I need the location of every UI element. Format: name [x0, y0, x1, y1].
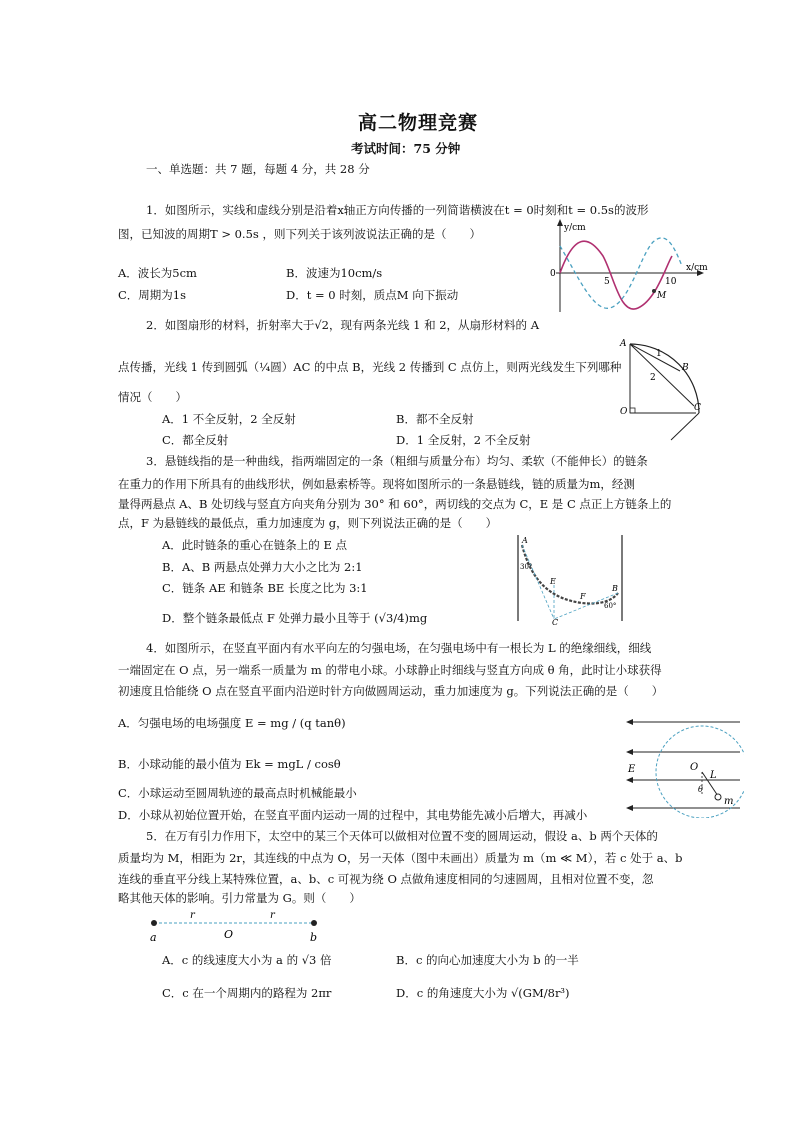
q2-stem-line2: 点传播，光线 1 传到圆弧（¼圆）AC 的中点 B，光线 2 传播到 C 点仿上，则两光线发生下列哪种 [118, 360, 622, 374]
q4-fig-label-o: O [690, 762, 699, 773]
q1-fig-xlabel: x/cm [686, 263, 708, 273]
q3-fig-label-b: B [612, 584, 618, 593]
q5-stem-line3: 连线的垂直平分线上某特殊位置，a、b、c 可视为绕 O 点做角速度相同的匀速圆周，且相对位置不变，忽 [118, 872, 654, 886]
q3-stem-line4: 点，F 为悬链线的最低点，重力加速度为 g，则下列说法正确的是（ ） [118, 516, 498, 530]
q3-fig-label-f: F [580, 592, 586, 601]
q1-stem-line2: 图，已知波的周期T > 0.5s ，则下列关于该列波说法正确的是（ ） [118, 227, 481, 241]
q3-fig-angle-a: 30° [520, 563, 533, 571]
q1-option-a[interactable]: A．波长为5cm [118, 266, 197, 280]
q3-option-a[interactable]: A．此时链条的重心在链条上的 E 点 [162, 538, 348, 552]
q2-fig-ray2: 2 [650, 373, 656, 383]
q3-fig-angle-b: 60° [604, 602, 617, 610]
q2-option-b[interactable]: B．都不全反射 [396, 412, 474, 426]
q2-option-a[interactable]: A．1 不全反射，2 全反射 [162, 412, 296, 426]
q2-fig-label-b: B [682, 363, 689, 373]
q4-fig-label-theta: θ [698, 785, 703, 794]
q3-option-b[interactable]: B．A、B 两悬点处弹力大小之比为 2:1 [162, 560, 363, 574]
q1-stem-line1: 1．如图所示，实线和虚线分别是沿着x轴正方向传播的一列简谐横波在t = 0时刻和t = 0.5s的波形 [146, 203, 649, 217]
q1-fig-tick5: 5 [604, 277, 610, 287]
q1-fig-origin: 0 [550, 269, 556, 279]
q5-fig-label-b: b [310, 931, 318, 944]
q4-fig-label-m: m [724, 796, 734, 807]
q5-fig-label-o: O [224, 928, 234, 941]
q4-stem-line2: 一端固定在 O 点，另一端系一质量为 m 的带电小球。小球静止时细线与竖直方向成 θ 角，此时让小球获得 [118, 663, 662, 677]
q3-fig-label-a: A [522, 536, 528, 545]
q2-fig-label-o: O [620, 407, 628, 417]
q3-catenary-figure [512, 533, 630, 625]
q4-stem-line1: 4．如图所示，在竖直平面内有水平向左的匀强电场，在匀强电场中有一根长为 L 的绝缘细线，细线 [146, 641, 652, 655]
q2-fig-label-a: A [620, 339, 627, 349]
q1-fig-point-m: M [657, 291, 667, 301]
q5-fig-r-right: r [270, 910, 275, 921]
q5-option-d[interactable]: D．c 的角速度大小为 √(GM/8r³) [396, 986, 570, 1000]
q4-fig-label-l: L [710, 770, 717, 781]
q1-wave-figure [548, 216, 710, 316]
q2-fig-label-c: C [694, 403, 701, 413]
q4-option-d[interactable]: D．小球从初始位置开始，在竖直平面内运动一周的过程中，其电势能先减小后增大，再减小 [118, 808, 588, 822]
q1-fig-ylabel: y/cm [564, 223, 586, 233]
q4-field-figure [624, 712, 744, 818]
q3-option-c[interactable]: C．链条 AE 和链条 BE 长度之比为 3:1 [162, 581, 368, 595]
q4-stem-line3: 初速度且恰能绕 O 点在竖直平面内沿逆时针方向做圆周运动，重力加速度为 g。下列说法正确的是（ ） [118, 684, 664, 698]
q2-fig-ray1: 1 [656, 349, 662, 359]
q2-option-d[interactable]: D．1 全反射，2 不全反射 [396, 433, 531, 447]
q3-stem-line3: 量得两悬点 A、B 处切线与竖直方向夹角分别为 30° 和 60°，两切线的交点为 C，E 是 C 点正上方链条上的 [118, 497, 672, 511]
q1-option-c[interactable]: C．周期为1s [118, 288, 187, 302]
q5-fig-r-left: r [190, 910, 195, 921]
q4-option-c[interactable]: C．小球运动至圆周轨迹的最高点时机械能最小 [118, 786, 357, 800]
q5-stem-line2: 质量均为 M，相距为 2r，其连线的中点为 O，另一天体（图中未画出）质量为 m（m ≪ M），若 c 处于 a、b [118, 851, 683, 865]
q5-option-a[interactable]: A．c 的线速度大小为 a 的 √3 倍 [162, 953, 332, 967]
q4-option-b[interactable]: B．小球动能的最小值为 Ek = mgL / cosθ [118, 757, 341, 771]
q5-option-b[interactable]: B．c 的向心加速度大小为 b 的一半 [396, 953, 579, 967]
q2-option-c[interactable]: C．都全反射 [162, 433, 229, 447]
q4-option-a[interactable]: A．匀强电场的电场强度 E = mg / (q tanθ) [118, 716, 346, 730]
q5-stem-line4: 略其他天体的影响。引力常量为 G。则（ ） [118, 891, 361, 905]
q2-stem-line3: 情况（ ） [118, 390, 187, 404]
exam-time: 考试时间：75 分钟 [351, 141, 461, 156]
q5-fig-label-a: a [150, 931, 157, 944]
q3-fig-label-e: E [550, 577, 556, 586]
q4-fig-label-e: E [628, 764, 636, 775]
q3-option-d[interactable]: D．整个链条最低点 F 处弹力最小且等于 (√3/4)mg [162, 611, 428, 625]
q5-option-c[interactable]: C．c 在一个周期内的路程为 2πr [162, 986, 332, 1000]
q1-fig-tick10: 10 [665, 277, 677, 287]
q3-fig-label-c: C [552, 618, 559, 625]
q1-option-d[interactable]: D．t = 0 时刻，质点M 向下振动 [286, 288, 459, 302]
q2-stem-line1: 2．如图扇形的材料，折射率大于√2，现有两条光线 1 和 2，从扇形材料的 A [146, 318, 540, 332]
page-title: 高二物理竞赛 [358, 112, 479, 134]
q2-sector-figure [616, 336, 706, 446]
section-heading: 一、单选题：共 7 题，每题 4 分，共 28 分 [146, 162, 370, 176]
q3-stem-line2: 在重力的作用下所具有的曲线形状，例如悬索桥等。现将如图所示的一条悬链线，链的质量为m，经测 [118, 477, 635, 491]
q5-bodies-figure [142, 906, 332, 948]
q3-stem-line1: 3．悬链线指的是一种曲线，指两端固定的一条（粗细与质量分布）均匀、柔软（不能伸长）的链条 [146, 454, 648, 468]
q5-stem-line1: 5．在万有引力作用下，太空中的某三个天体可以做相对位置不变的圆周运动，假设 a、b 两个天体的 [146, 829, 658, 843]
q1-option-b[interactable]: B．波速为10cm/s [286, 266, 383, 280]
